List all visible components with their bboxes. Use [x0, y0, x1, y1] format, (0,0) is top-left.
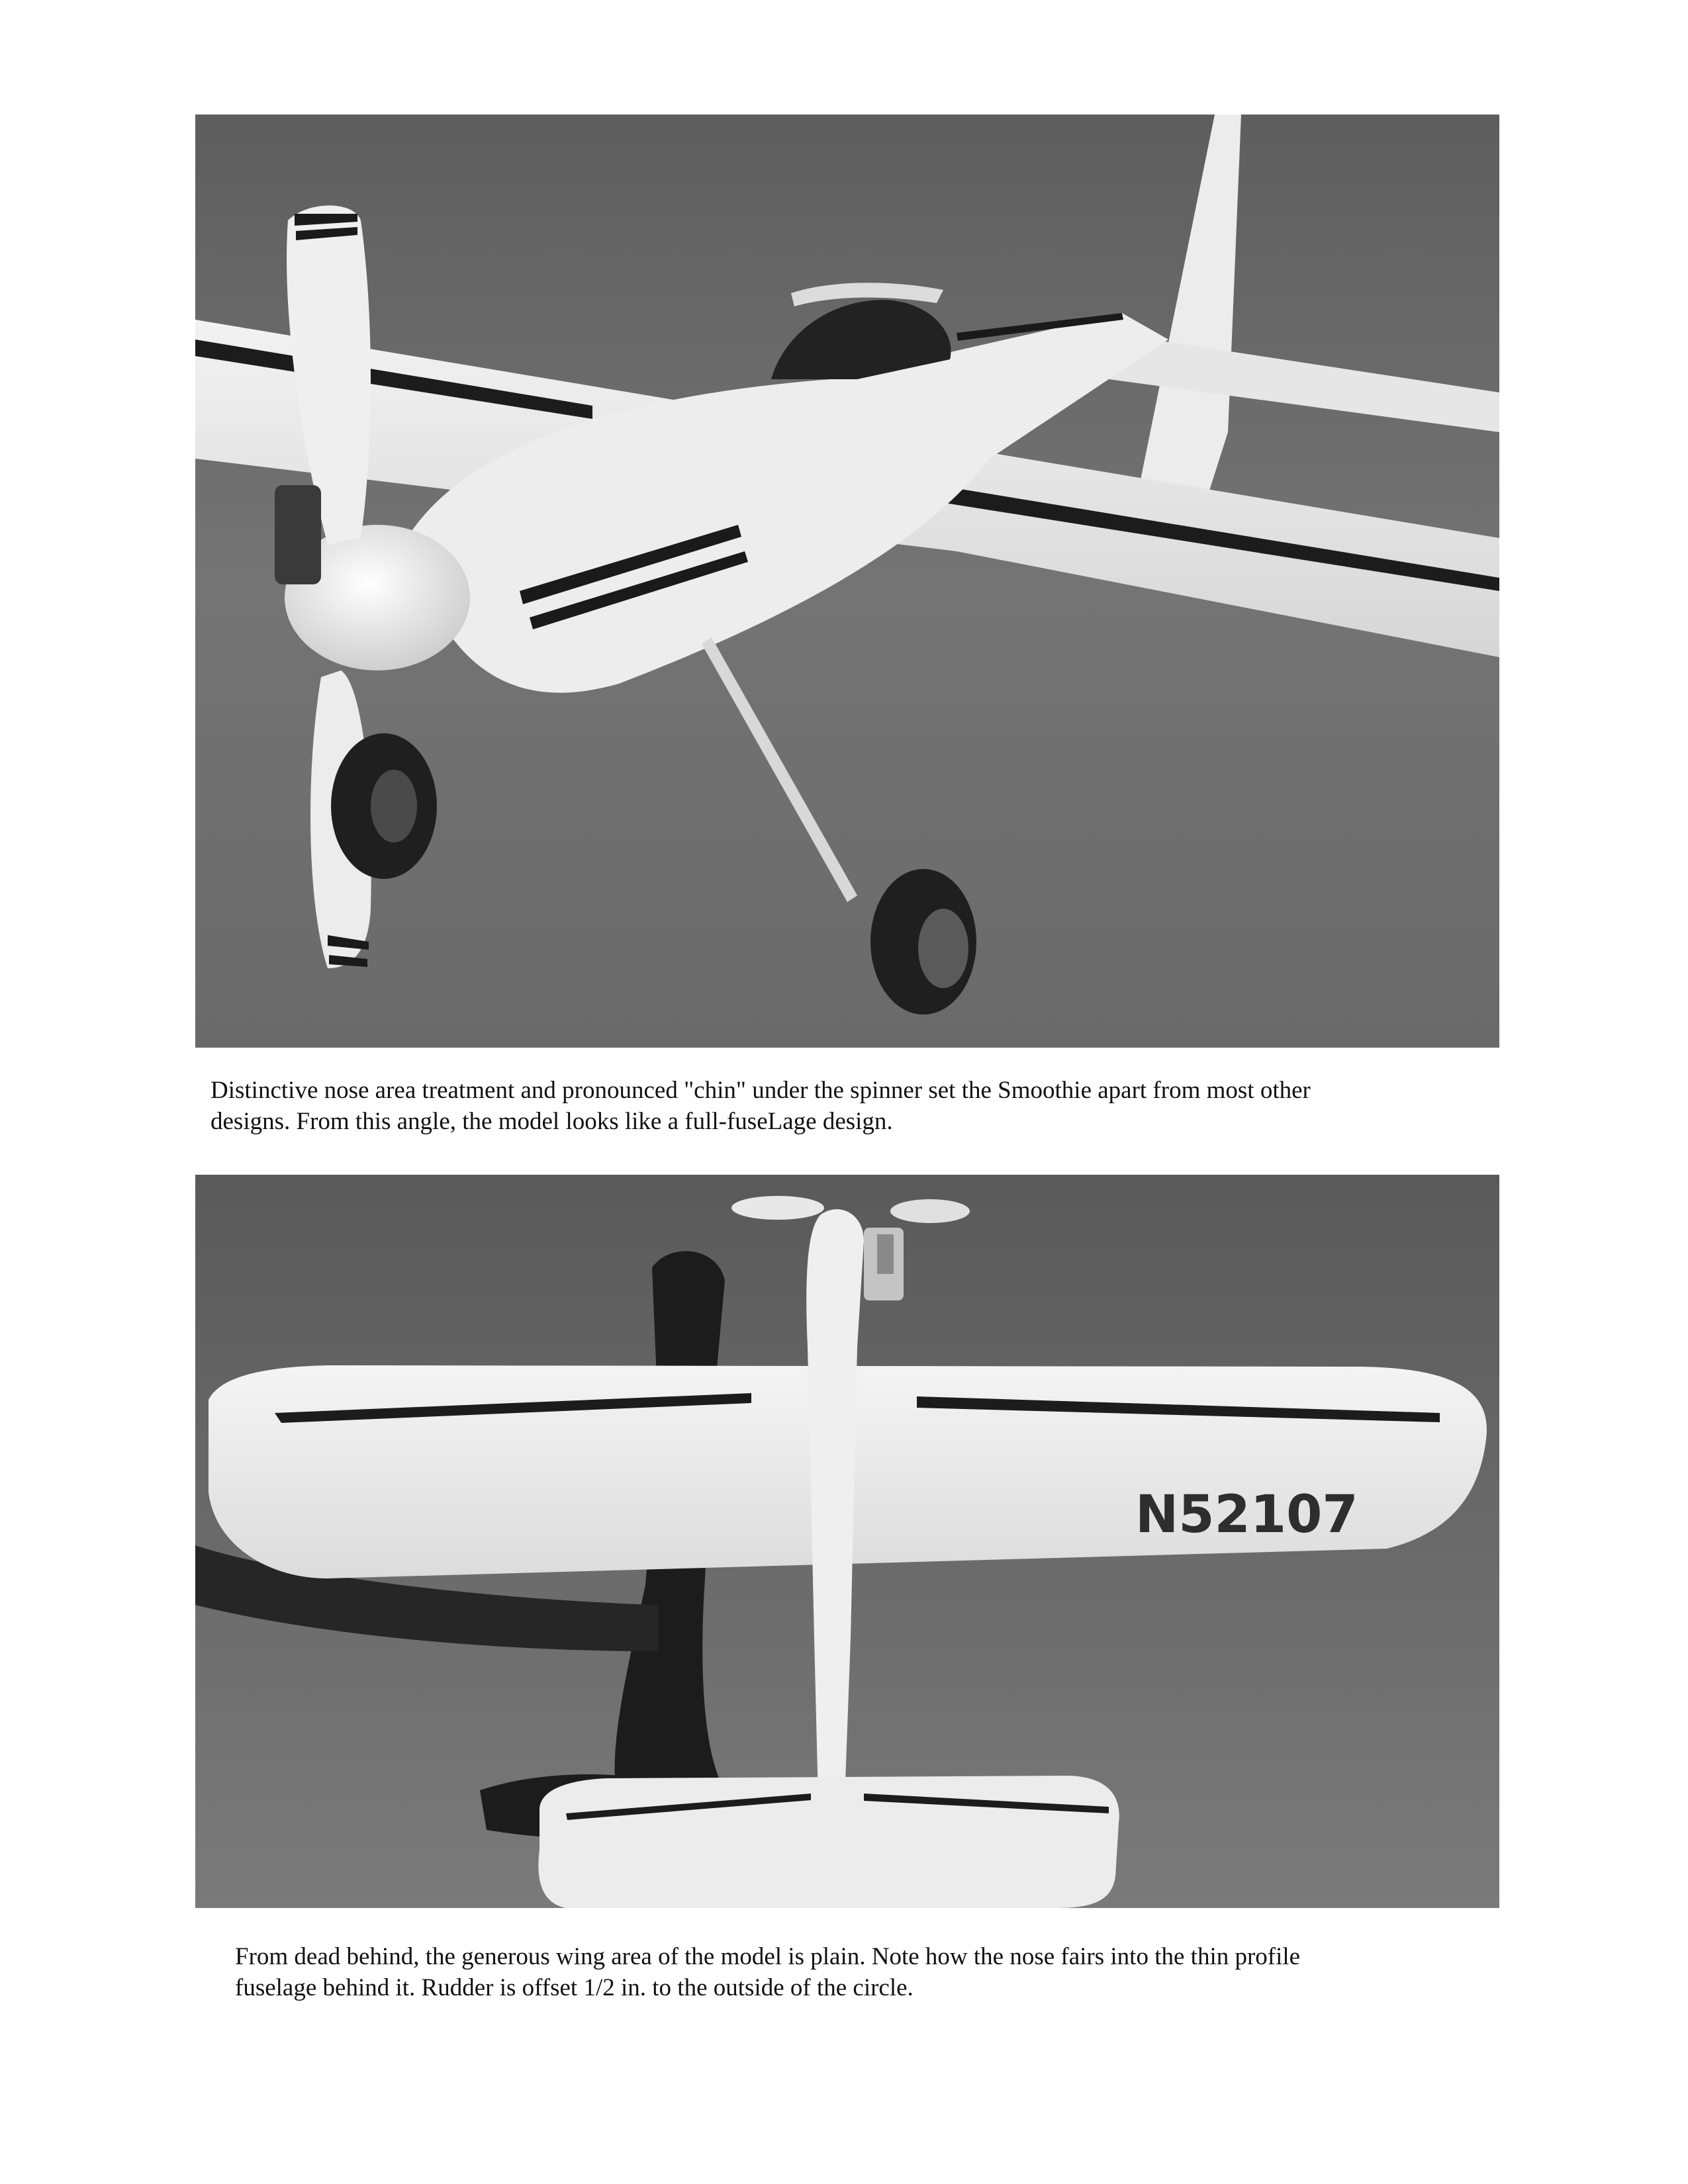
photo-nose-illustration: [195, 114, 1499, 1048]
photo-rear-view: [195, 1175, 1499, 1908]
caption-photo-1: [211, 1075, 1311, 1137]
caption-photo-2: [235, 1941, 1300, 2003]
photo-rear-illustration: [195, 1175, 1499, 1908]
wing-registration-number: N52107: [1135, 1485, 1358, 1545]
caption-photo-1-line-1: Distinctive nose area treatment and pronounced "chin" under the spinner set the Smoothie apart from most other: [211, 1077, 1311, 1104]
caption-photo-2-line-1: From dead behind, the generous wing area of the model is plain. Note how the nose fairs into the thin profile: [235, 1943, 1301, 1970]
caption-photo-2-line-2: fuselage behind it. Rudder is offset 1/2 in. to the outside of the circle.: [235, 1974, 914, 2001]
caption-photo-1-line-2: designs. From this angle, the model looks like a full-fuseLage design.: [211, 1108, 893, 1135]
photo-nose-closeup: [195, 114, 1499, 1048]
